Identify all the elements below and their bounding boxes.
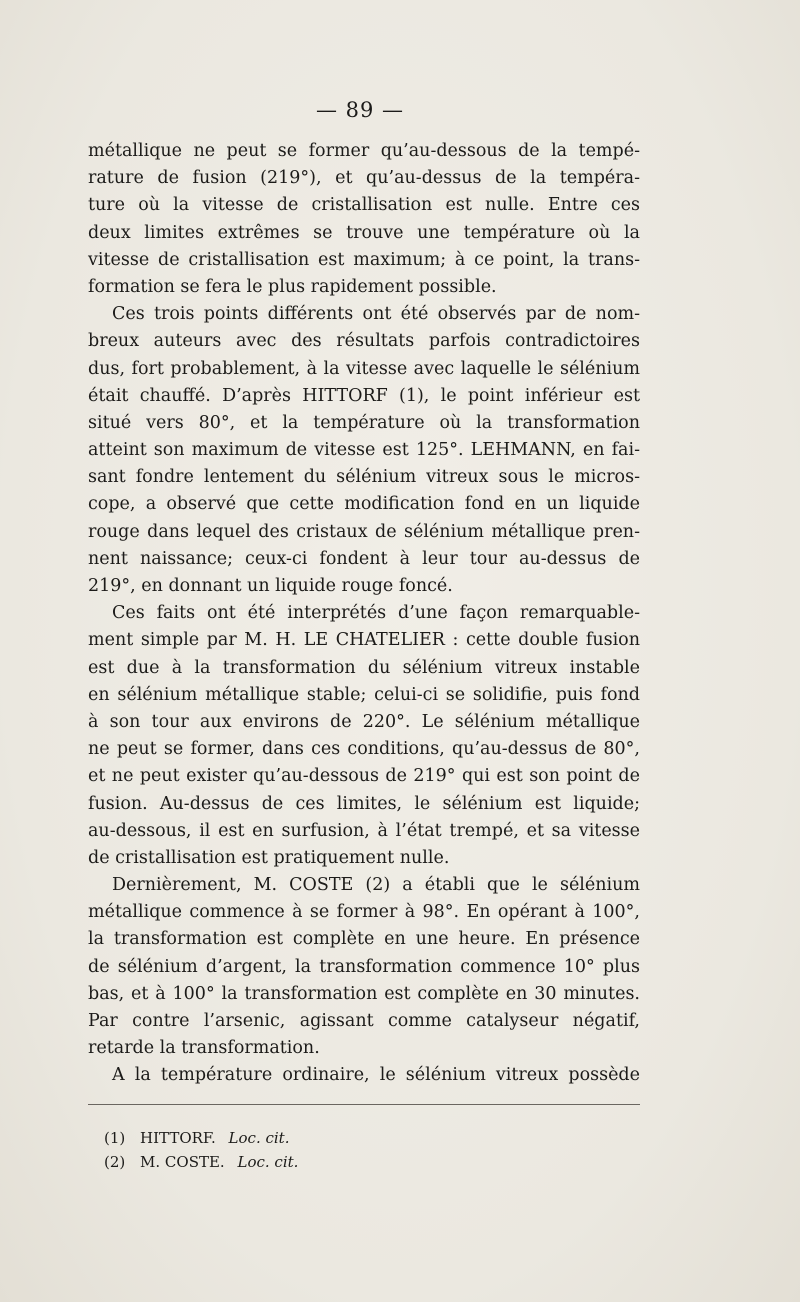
text-line: sant fondre lentement du sélénium vitreux sous le micros-	[88, 467, 640, 488]
footnote-divider	[88, 1104, 640, 1105]
footnote-author: HITTORF.	[140, 1129, 216, 1147]
footnote	[104, 1126, 624, 1150]
text-line: de sélénium d’argent, la transformation commence 10° plus	[88, 956, 640, 977]
text-line: nent naissance; ceux-ci fondent à leur tour au-dessus de	[88, 548, 640, 569]
text-line: Dernièrement, M. COSTE (2) a établi que le sélénium	[112, 875, 640, 896]
text-line: 219°, en donnant un liquide rouge foncé.	[88, 576, 453, 596]
text-line: dus, fort probablement, à la vitesse avec laquelle le sélénium	[88, 358, 640, 379]
text-line: breux auteurs avec des résultats parfois contradictoires	[88, 331, 640, 352]
text-line: deux limites extrêmes se trouve une température où la	[88, 222, 640, 243]
text-line: formation se fera le plus rapidement possible.	[88, 276, 497, 297]
body-text	[88, 138, 640, 1090]
footnotes	[104, 1126, 624, 1174]
footnote	[104, 1150, 624, 1174]
footnote-reference: Loc. cit.	[237, 1153, 299, 1171]
text-line: ture où la vitesse de cristallisation est nulle. Entre ces	[88, 195, 640, 216]
page-number: — 89 —	[315, 98, 405, 122]
text-line: vitesse de cristallisation est maximum; à ce point, la trans-	[88, 249, 640, 270]
footnote-number: (1)	[104, 1129, 126, 1147]
text-line: à son tour aux environs de 220°. Le sélénium métallique	[88, 711, 640, 732]
text-line: rature de fusion (219°), et qu’au-dessus de la tempéra-	[88, 168, 640, 189]
text-line: métallique ne peut se former qu’au-dessous de la tempé-	[88, 141, 640, 161]
footnote-author: M. COSTE.	[140, 1153, 225, 1171]
text-line: fusion. Au-dessus de ces limites, le sélénium est liquide;	[88, 793, 640, 814]
text-line: était chauffé. D’après HITTORF (1), le point inférieur est	[88, 385, 640, 406]
footnote-reference: Loc. cit.	[228, 1129, 290, 1147]
text-line: Ces faits ont été interprétés d’une façon remarquable-	[112, 603, 640, 624]
text-line: ne peut se former, dans ces conditions, qu’au-dessus de 80°,	[88, 739, 640, 760]
text-line: A la température ordinaire, le sélénium vitreux possède	[112, 1065, 640, 1086]
text-line: atteint son maximum de vitesse est 125°. LEHMANN, en fai-	[88, 440, 640, 461]
text-line: cope, a observé que cette modification fond en un liquide	[88, 494, 640, 515]
text-line: la transformation est complète en une heure. En présence	[88, 929, 640, 950]
text-line: situé vers 80°, et la température où la transformation	[88, 412, 640, 433]
text-line: au-dessous, il est en surfusion, à l’état trempé, et sa vitesse	[88, 820, 640, 841]
text-line: et ne peut exister qu’au-dessous de 219° qui est son point de	[88, 766, 640, 787]
text-line: Par contre l’arsenic, agissant comme catalyseur négatif,	[88, 1011, 640, 1031]
text-line: rouge dans lequel des cristaux de sélénium métallique pren-	[88, 521, 640, 542]
text-line: retarde la transformation.	[88, 1038, 320, 1059]
text-line: Ces trois points différents ont été observés par de nom-	[112, 304, 640, 325]
text-line: est due à la transformation du sélénium vitreux instable	[88, 657, 640, 678]
text-line: de cristallisation est pratiquement nulle.	[88, 847, 450, 868]
text-line: métallique commence à se former à 98°. En opérant à 100°,	[88, 902, 640, 923]
text-line: en sélénium métallique stable; celui-ci se solidifie, puis fond	[88, 684, 640, 705]
footnote-number: (2)	[104, 1153, 126, 1171]
text-line: ment simple par M. H. LE CHATELIER : cette double fusion	[88, 630, 640, 651]
text-line: bas, et à 100° la transformation est complète en 30 minutes.	[88, 983, 640, 1004]
